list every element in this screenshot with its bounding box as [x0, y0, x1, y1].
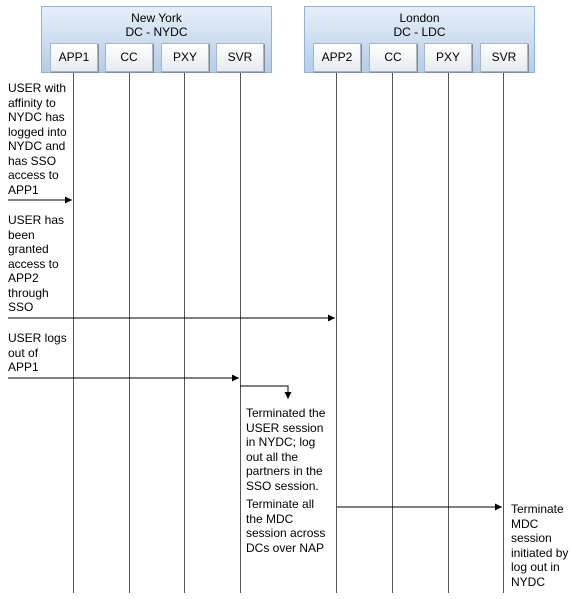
dc-code: DC - LDC: [393, 25, 446, 39]
note-access-granted: USER has been granted access to APP2 through SSO: [8, 213, 65, 314]
note-session-terminated: Terminated the USER session in NYDC; log out all the partners in the SSO session.: [246, 406, 326, 493]
component-svr: SVR: [480, 43, 528, 72]
note-user-logout: USER logs out of APP1: [8, 331, 67, 374]
note-terminate-mdc-london: Terminate MDC session initiated by log out in NYDC: [511, 502, 569, 589]
note-terminate-mdc-all: Terminate all the MDC session across DCs over NAP: [246, 497, 326, 555]
note-user-login: USER with affinity to NYDC has logged into NYDC and has SSO access to APP1: [8, 81, 67, 197]
component-pxy: PXY: [161, 43, 209, 72]
component-pxy: PXY: [424, 43, 472, 72]
arrow-self-terminate: [240, 386, 288, 399]
component-svr: SVR: [216, 43, 264, 72]
component-cc: CC: [369, 43, 417, 72]
dc-code: DC - NYDC: [125, 25, 188, 39]
dc-name: London: [399, 11, 440, 25]
dc-name: New York: [131, 11, 182, 25]
component-app2: APP2: [313, 43, 361, 72]
component-app1: APP1: [50, 43, 98, 72]
component-cc: CC: [105, 43, 153, 72]
